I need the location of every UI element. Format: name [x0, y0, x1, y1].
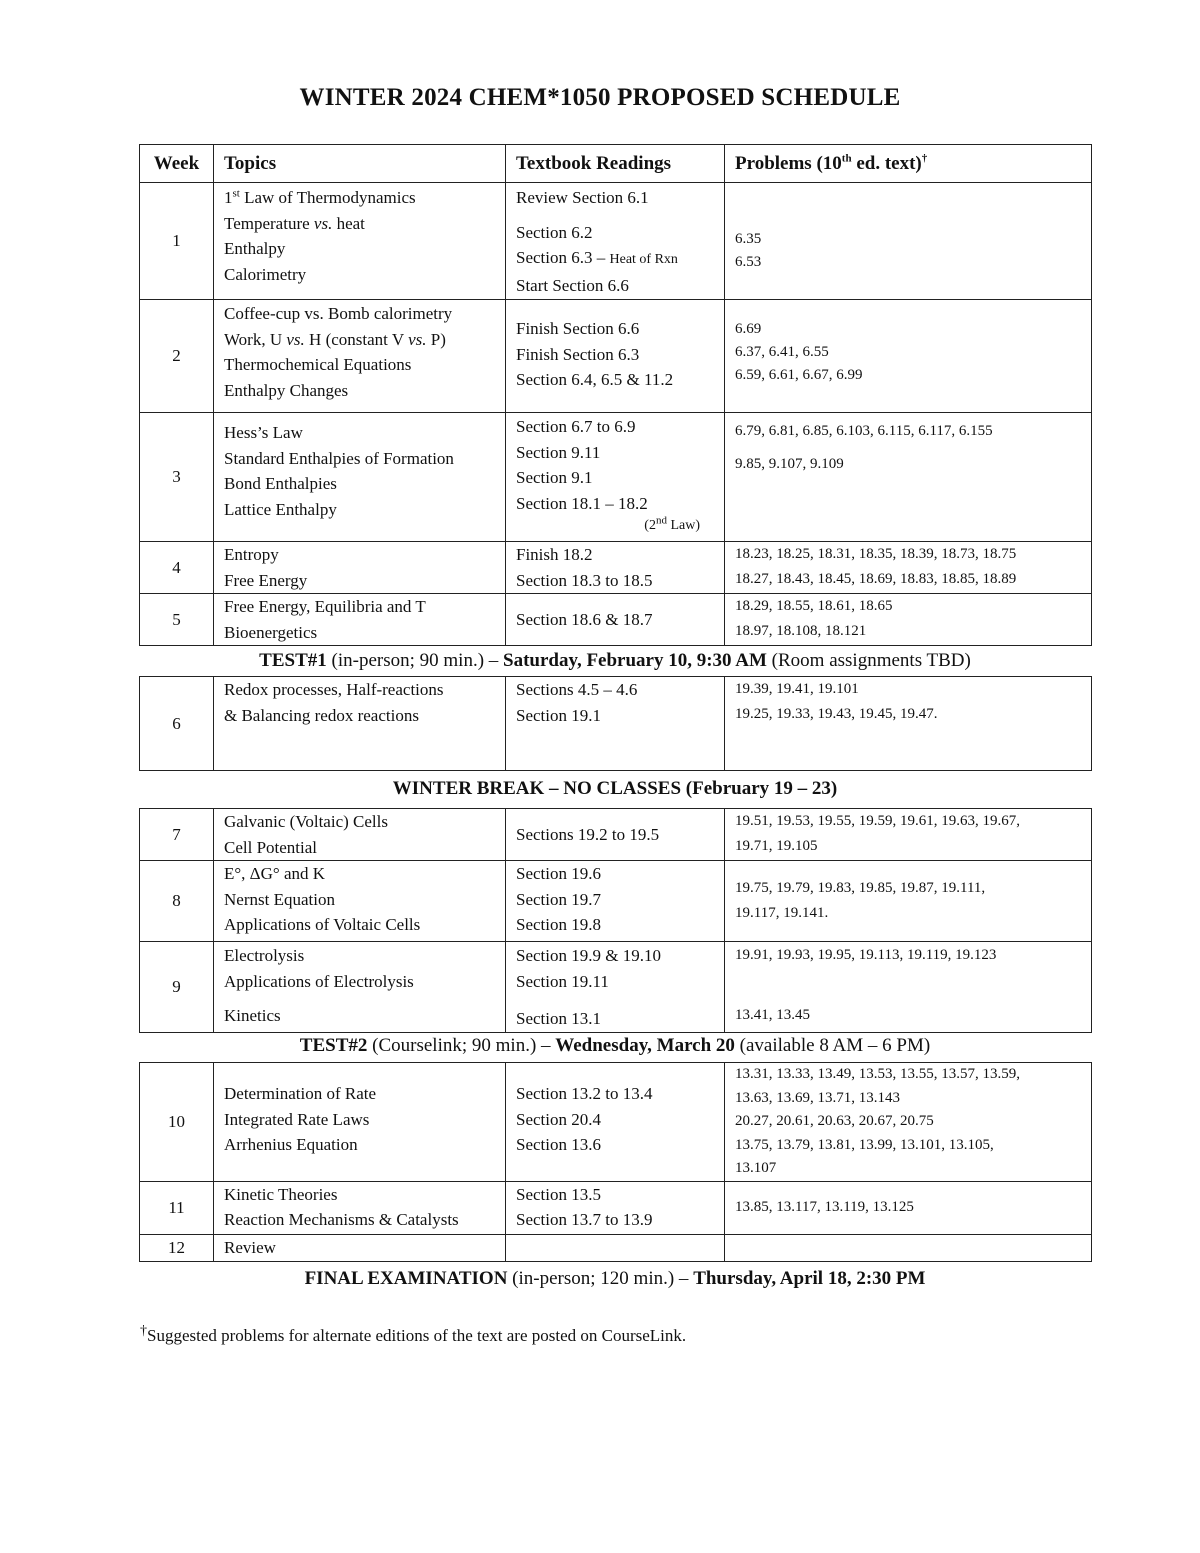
reading-text: Section 6.3 – — [516, 248, 610, 267]
topic-line: Cell Potential — [224, 837, 318, 857]
topic-line: Hess’s Law — [224, 423, 303, 442]
reading-line: Finish Section 6.3 — [516, 344, 640, 364]
test1-label: TEST#1 — [259, 650, 327, 671]
final-date: Thursday, April 18, 2:30 PM — [693, 1268, 926, 1289]
winter-break-text: WINTER BREAK – NO CLASSES (February 19 – 23) — [392, 778, 838, 799]
problem-line: 19.75, 19.79, 19.83, 19.85, 19.87, 19.111, — [735, 880, 986, 896]
schedule-table-part2 — [139, 676, 1092, 771]
reading-line: Section 19.6 — [516, 864, 601, 883]
topics-cell — [214, 594, 506, 646]
topic-line: Integrated Rate Laws — [224, 1109, 370, 1129]
topic-italic: vs. — [408, 329, 427, 349]
topics-cell — [214, 300, 506, 413]
schedule-table-part1 — [139, 144, 1092, 646]
topic-text: Temperature — [224, 213, 314, 233]
topic-line — [224, 211, 495, 237]
week-number: 2 — [140, 300, 214, 413]
problem-line: 6.59, 6.61, 6.67, 6.99 — [735, 367, 863, 383]
table-header-row — [140, 145, 1092, 183]
test1-banner — [139, 650, 1091, 672]
test2-label: TEST#2 — [299, 1035, 368, 1056]
final-details: (in-person; 120 min.) – — [507, 1268, 694, 1289]
problem-line: 13.31, 13.33, 13.49, 13.53, 13.55, 13.57, 13.59, — [735, 1066, 1020, 1082]
reading-line: Sections 19.2 to 19.5 — [516, 824, 660, 844]
topic-line: Kinetic Theories — [224, 1184, 338, 1204]
topic-line: & Balancing redox reactions — [224, 705, 419, 725]
topic-line: Entropy — [224, 545, 279, 564]
readings-cell — [506, 413, 725, 542]
reading-line: Review Section 6.1 — [516, 188, 649, 207]
final-exam-banner — [139, 1268, 1091, 1290]
table-row-week-11 — [140, 1181, 1092, 1234]
readings-cell — [506, 542, 725, 594]
table-row-week-8 — [140, 861, 1092, 942]
problem-line: 6.53 — [735, 254, 762, 270]
reading-text: (2 — [644, 518, 656, 533]
topics-cell — [214, 1063, 506, 1182]
topics-cell — [214, 942, 506, 1033]
problem-line: 13.63, 13.69, 13.71, 13.143 — [735, 1089, 900, 1106]
reading-line: Section 18.3 to 18.5 — [516, 570, 653, 590]
problems-cell — [725, 413, 1092, 542]
test2-availability: (available 8 AM – 6 PM) — [734, 1035, 931, 1056]
table-row-week-12 — [140, 1234, 1092, 1261]
schedule-table-part4 — [139, 1062, 1092, 1262]
week-number: 8 — [140, 861, 214, 942]
topic-line: E°, ΔG° and K — [224, 864, 326, 883]
problems-cell — [725, 1181, 1092, 1234]
test1-details: (in-person; 90 min.) – — [326, 650, 504, 671]
problem-line: 6.37, 6.41, 6.55 — [735, 344, 829, 360]
topic-italic: vs. — [286, 329, 305, 349]
table-row-week-7 — [140, 809, 1092, 861]
problem-line: 13.75, 13.79, 13.81, 13.99, 13.101, 13.105, — [735, 1136, 994, 1153]
topic-line: Electrolysis — [224, 946, 305, 965]
problem-line: 6.79, 6.81, 6.85, 6.103, 6.115, 6.117, 6.155 — [735, 423, 993, 439]
topic-line: Standard Enthalpies of Formation — [224, 448, 454, 468]
problems-cell — [725, 677, 1092, 771]
readings-cell — [506, 677, 725, 771]
reading-line: Section 19.7 — [516, 889, 601, 909]
problem-line: 13.85, 13.117, 13.119, 13.125 — [735, 1199, 914, 1215]
readings-cell — [506, 861, 725, 942]
reading-line — [516, 516, 714, 536]
week-number: 4 — [140, 542, 214, 594]
topic-text: Work, U — [224, 329, 287, 349]
reading-line: Section 9.1 — [516, 468, 593, 487]
reading-line: Finish Section 6.6 — [516, 319, 640, 338]
reading-line: Section 19.11 — [516, 971, 609, 991]
week-number: 12 — [140, 1234, 214, 1261]
problem-line: 6.69 — [735, 321, 762, 337]
topic-line — [224, 327, 495, 353]
topic-line: 1st Law of Thermodynamics — [224, 187, 416, 207]
readings-cell — [506, 809, 725, 861]
topics-cell — [214, 809, 506, 861]
problems-cell — [725, 942, 1092, 1033]
reading-line: Section 20.4 — [516, 1109, 601, 1129]
readings-cell — [506, 1063, 725, 1182]
topic-line: Galvanic (Voltaic) Cells — [224, 812, 388, 831]
readings-cell — [506, 1234, 725, 1261]
header-problems-sup: th — [841, 152, 852, 165]
reading-line: Section 13.5 — [516, 1184, 601, 1204]
test2-date: Wednesday, March 20 — [555, 1035, 735, 1056]
topic-line: Applications of Voltaic Cells — [224, 915, 421, 934]
dagger-mark: † — [921, 152, 928, 165]
problems-cell — [725, 1063, 1092, 1182]
reading-line: Section 19.9 & 19.10 — [516, 946, 661, 965]
reading-line: Section 13.6 — [516, 1135, 601, 1154]
test2-details: (Courselink; 90 min.) – — [367, 1035, 556, 1056]
topic-text: heat — [332, 213, 365, 233]
problem-line: 18.27, 18.43, 18.45, 18.69, 18.83, 18.85, 18.89 — [735, 571, 1017, 587]
topic-text: H (constant V — [304, 329, 409, 349]
topic-line: Reaction Mechanisms & Catalysts — [224, 1210, 459, 1229]
reading-small-text: Heat of Rxn — [609, 252, 678, 267]
reading-line: Section 19.8 — [516, 915, 601, 934]
week-number: 7 — [140, 809, 214, 861]
test2-banner — [139, 1035, 1091, 1057]
problems-cell — [725, 861, 1092, 942]
table-row-week-6 — [140, 677, 1092, 771]
readings-cell — [506, 942, 725, 1033]
problems-cell — [725, 594, 1092, 646]
reading-line: Section 19.1 — [516, 705, 601, 725]
topic-sup: st — [232, 187, 240, 200]
reading-line: Section 13.7 to 13.9 — [516, 1210, 653, 1229]
reading-text: Law) — [666, 518, 700, 533]
problem-line: 6.35 — [735, 231, 762, 247]
header-problems-text: Problems (10 — [735, 152, 842, 174]
problem-line: 19.91, 19.93, 19.95, 19.113, 19.119, 19.123 — [735, 947, 997, 963]
problem-line: 18.23, 18.25, 18.31, 18.35, 18.39, 18.73, 18.75 — [735, 546, 1017, 562]
topics-cell — [214, 183, 506, 300]
dagger-mark: † — [140, 1323, 147, 1339]
topic-line: Determination of Rate — [224, 1084, 377, 1103]
topic-line: Thermochemical Equations — [224, 355, 412, 374]
footnote-text: Suggested problems for alternate editions of the text are posted on CourseLink. — [147, 1326, 687, 1345]
topic-line: Redox processes, Half-reactions — [224, 680, 444, 699]
readings-cell — [506, 183, 725, 300]
topic-line: Nernst Equation — [224, 889, 335, 909]
problem-line: 18.97, 18.108, 18.121 — [735, 623, 867, 639]
topic-line: Arrhenius Equation — [224, 1135, 358, 1154]
topic-line: Lattice Enthalpy — [224, 499, 337, 519]
topic-line: Free Energy — [224, 570, 308, 590]
topic-line: Applications of Electrolysis — [224, 971, 414, 991]
topic-line: Bond Enthalpies — [224, 474, 337, 493]
topics-cell — [214, 677, 506, 771]
schedule-table-part3 — [139, 808, 1092, 1033]
topic-line: Bioenergetics — [224, 622, 318, 642]
topics-cell — [214, 1181, 506, 1234]
winter-break-banner — [139, 778, 1091, 800]
reading-line: Section 6.7 to 6.9 — [516, 417, 636, 436]
topic-italic: vs. — [313, 213, 333, 233]
week-number: 1 — [140, 183, 214, 300]
topic-line: Enthalpy — [224, 239, 286, 258]
reading-line: Section 13.1 — [516, 1009, 601, 1028]
reading-line: Section 13.2 to 13.4 — [516, 1084, 653, 1103]
topic-line: Calorimetry — [224, 264, 307, 284]
reading-line: Section 9.11 — [516, 442, 601, 462]
page-title: WINTER 2024 CHEM*1050 PROPOSED SCHEDULE — [299, 84, 901, 111]
problems-cell — [725, 542, 1092, 594]
reading-line: Start Section 6.6 — [516, 275, 629, 295]
reading-line: Section 6.2 — [516, 222, 593, 242]
table-row-week-10 — [140, 1063, 1092, 1182]
reading-line: Finish 18.2 — [516, 545, 593, 564]
week-number: 5 — [140, 594, 214, 646]
problems-cell — [725, 183, 1092, 300]
topic-line: Enthalpy Changes — [224, 380, 349, 400]
table-row-week-4 — [140, 542, 1092, 594]
reading-sup: nd — [655, 514, 667, 527]
header-problems-text-end: ed. text) — [851, 152, 922, 174]
topics-cell — [214, 413, 506, 542]
topic-line: Coffee-cup vs. Bomb calorimetry — [224, 304, 453, 323]
problem-line: 19.25, 19.33, 19.43, 19.45, 19.47. — [735, 706, 938, 722]
footnote — [140, 1323, 687, 1346]
table-row-week-3 — [140, 413, 1092, 542]
problem-line: 19.71, 19.105 — [735, 838, 818, 854]
readings-cell — [506, 300, 725, 413]
week-number: 6 — [140, 677, 214, 771]
test1-date: Saturday, February 10, 9:30 AM — [503, 650, 767, 671]
table-row-week-9 — [140, 942, 1092, 1033]
table-row-week-2 — [140, 300, 1092, 413]
readings-cell — [506, 1181, 725, 1234]
problems-cell — [725, 300, 1092, 413]
week-number: 11 — [140, 1181, 214, 1234]
problem-line: 13.41, 13.45 — [735, 1007, 810, 1023]
topics-cell — [214, 1234, 506, 1261]
header-readings: Textbook Readings — [506, 145, 725, 183]
table-row-week-1 — [140, 183, 1092, 300]
problem-line: 13.107 — [735, 1160, 777, 1176]
problem-line: 20.27, 20.61, 20.63, 20.67, 20.75 — [735, 1113, 934, 1129]
reading-line: Section 18.1 – 18.2 — [516, 493, 648, 513]
problem-line: 19.51, 19.53, 19.55, 19.59, 19.61, 19.63, 19.67, — [735, 813, 1020, 829]
problem-line: 18.29, 18.55, 18.61, 18.65 — [735, 598, 893, 614]
reading-line: Section 18.6 & 18.7 — [516, 609, 653, 629]
problem-line: 19.39, 19.41, 19.101 — [735, 681, 859, 697]
header-problems — [725, 145, 1092, 183]
header-topics: Topics — [214, 145, 506, 183]
test1-room: (Room assignments TBD) — [766, 650, 971, 671]
reading-line: Sections 4.5 – 4.6 — [516, 680, 638, 699]
table-row-week-5 — [140, 594, 1092, 646]
problem-line: 19.117, 19.141. — [735, 905, 829, 921]
header-week: Week — [140, 145, 214, 183]
readings-cell — [506, 594, 725, 646]
week-number: 10 — [140, 1063, 214, 1182]
problem-line: 9.85, 9.107, 9.109 — [735, 456, 844, 472]
problems-cell — [725, 1234, 1092, 1261]
topic-line: Kinetics — [224, 1006, 281, 1025]
final-label: FINAL EXAMINATION — [304, 1268, 508, 1289]
reading-line — [516, 245, 714, 273]
topic-text: P) — [426, 329, 446, 349]
topic-text: Law of Thermodynamics — [239, 188, 416, 207]
topic-line: Review — [224, 1237, 276, 1257]
problems-cell — [725, 809, 1092, 861]
week-number: 9 — [140, 942, 214, 1033]
topics-cell — [214, 861, 506, 942]
topic-line: Free Energy, Equilibria and T — [224, 597, 426, 616]
reading-line: Section 6.4, 6.5 & 11.2 — [516, 370, 674, 389]
topics-cell — [214, 542, 506, 594]
week-number: 3 — [140, 413, 214, 542]
